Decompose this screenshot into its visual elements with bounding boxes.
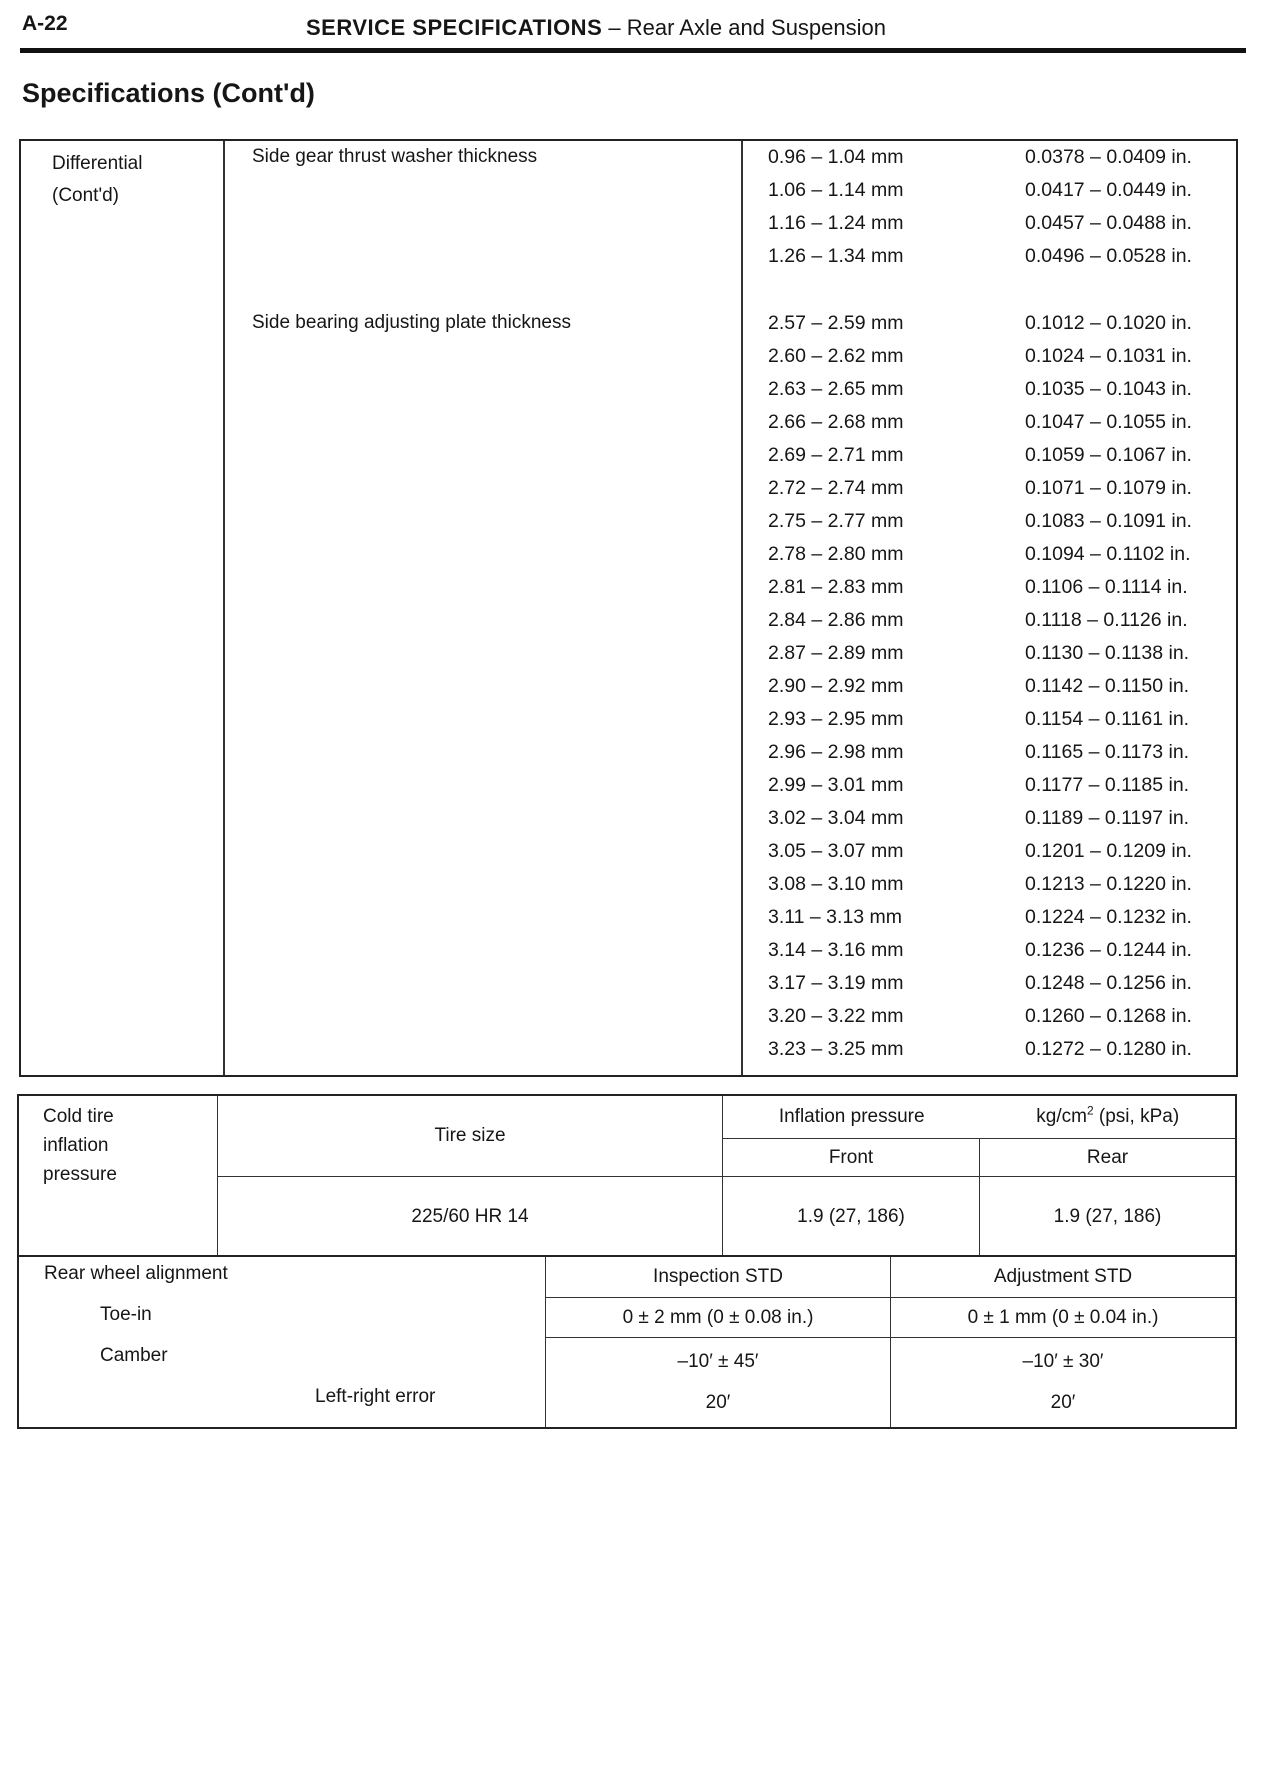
- tire-category-cell: [19, 1096, 217, 1256]
- camber-inspection-cell: [545, 1337, 890, 1427]
- mm-range: 2.87 – 2.89 mm: [768, 642, 904, 664]
- mm-range: 3.17 – 3.19 mm: [768, 972, 904, 994]
- page-number: A-22: [22, 12, 68, 35]
- camber-adjustment-cell: [890, 1337, 1235, 1427]
- inch-range: 0.1224 – 0.1232 in.: [1025, 906, 1192, 928]
- rear-wheel-alignment-table: [17, 1255, 1237, 1429]
- mm-range: 3.14 – 3.16 mm: [768, 939, 904, 961]
- left-right-error-label: Left-right error: [315, 1386, 436, 1407]
- inch-range: 0.1024 – 0.1031 in.: [1025, 345, 1192, 367]
- inch-range: 0.1165 – 0.1173 in.: [1025, 741, 1190, 763]
- mm-range: 3.23 – 3.25 mm: [768, 1038, 904, 1060]
- tire-size-header: Tire size: [217, 1096, 722, 1176]
- inch-range: 0.1272 – 0.1280 in.: [1025, 1038, 1192, 1060]
- category-cell: [52, 148, 142, 212]
- left-right-adjustment-value: 20′: [1050, 1391, 1076, 1413]
- inch-range: 0.1130 – 0.1138 in.: [1025, 642, 1190, 664]
- tire-pressure-table: [17, 1094, 1237, 1256]
- mm-range: 1.16 – 1.24 mm: [768, 212, 904, 234]
- tire-size-value: 225/60 HR 14: [217, 1176, 722, 1256]
- inspection-std-header: Inspection STD: [545, 1257, 890, 1297]
- header-title-bold: SERVICE SPECIFICATIONS: [306, 15, 603, 40]
- mm-range: 2.60 – 2.62 mm: [768, 345, 904, 367]
- inch-range: 0.0417 – 0.0449 in.: [1025, 179, 1192, 201]
- item-label-thrust-washer: Side gear thrust washer thickness: [252, 146, 538, 167]
- inch-range: 0.1118 – 0.1126 in.: [1025, 609, 1188, 631]
- inch-range: 0.0378 – 0.0409 in.: [1025, 146, 1192, 168]
- inch-range: 0.1012 – 0.1020 in.: [1025, 312, 1192, 334]
- unit-sup: 2: [1086, 1103, 1094, 1118]
- adjustment-std-header: Adjustment STD: [890, 1257, 1235, 1297]
- inflation-pressure-label: Inflation pressure: [778, 1106, 925, 1127]
- mm-range: 2.96 – 2.98 mm: [768, 741, 904, 763]
- inch-range: 0.1236 – 0.1244 in.: [1025, 939, 1192, 961]
- inch-range: 0.1035 – 0.1043 in.: [1025, 378, 1192, 400]
- mm-range: 2.81 – 2.83 mm: [768, 576, 904, 598]
- inch-range: 0.1201 – 0.1209 in.: [1025, 840, 1192, 862]
- inch-range: 0.1059 – 0.1067 in.: [1025, 444, 1192, 466]
- inch-range: 0.1083 – 0.1091 in.: [1025, 510, 1192, 532]
- toe-in-inspection-value: 0 ± 2 mm (0 ± 0.08 in.): [545, 1297, 890, 1337]
- mm-range: 1.26 – 1.34 mm: [768, 245, 904, 267]
- mm-range: 3.02 – 3.04 mm: [768, 807, 904, 829]
- rear-pressure-value: 1.9 (27, 186): [979, 1176, 1235, 1256]
- column-divider: [741, 141, 743, 1075]
- mm-range: 2.78 – 2.80 mm: [768, 543, 904, 565]
- inch-range: 0.0457 – 0.0488 in.: [1025, 212, 1192, 234]
- inch-range: 0.1047 – 0.1055 in.: [1025, 411, 1192, 433]
- front-pressure-value: 1.9 (27, 186): [722, 1176, 979, 1256]
- section-title: Specifications (Cont'd): [22, 78, 315, 108]
- inch-range: 0.0496 – 0.0528 in.: [1025, 245, 1192, 267]
- header-rule: [20, 48, 1246, 53]
- mm-range: 1.06 – 1.14 mm: [768, 179, 904, 201]
- mm-range: 2.69 – 2.71 mm: [768, 444, 904, 466]
- tire-category-line: pressure: [43, 1164, 117, 1185]
- toe-in-adjustment-value: 0 ± 1 mm (0 ± 0.04 in.): [890, 1297, 1235, 1337]
- mm-range: 3.08 – 3.10 mm: [768, 873, 904, 895]
- unit-rest: (psi, kPa): [1093, 1106, 1180, 1127]
- mm-range: 0.96 – 1.04 mm: [768, 146, 904, 168]
- mm-range: 3.20 – 3.22 mm: [768, 1005, 904, 1027]
- mm-range: 3.05 – 3.07 mm: [768, 840, 904, 862]
- mm-range: 2.84 – 2.86 mm: [768, 609, 904, 631]
- inch-range: 0.1106 – 0.1114 in.: [1025, 576, 1188, 598]
- camber-label: Camber: [100, 1345, 168, 1366]
- mm-range: 2.75 – 2.77 mm: [768, 510, 904, 532]
- inflation-pressure-header: [722, 1096, 1235, 1138]
- inch-range: 0.1260 – 0.1268 in.: [1025, 1005, 1192, 1027]
- alignment-title: Rear wheel alignment: [44, 1263, 228, 1284]
- column-divider: [223, 141, 225, 1075]
- category-label-cont: (Cont'd): [52, 185, 119, 206]
- inch-range: 0.1213 – 0.1220 in.: [1025, 873, 1192, 895]
- camber-inspection-value: –10′ ± 45′: [677, 1351, 759, 1373]
- category-label: Differential: [52, 153, 143, 174]
- front-header: Front: [722, 1138, 979, 1176]
- inch-range: 0.1094 – 0.1102 in.: [1025, 543, 1191, 565]
- mm-range: 2.66 – 2.68 mm: [768, 411, 904, 433]
- inch-range: 0.1071 – 0.1079 in.: [1025, 477, 1192, 499]
- mm-range: 2.72 – 2.74 mm: [768, 477, 904, 499]
- inch-range: 0.1177 – 0.1185 in.: [1025, 774, 1190, 796]
- mm-range: 2.99 – 3.01 mm: [768, 774, 904, 796]
- mm-range: 2.90 – 2.92 mm: [768, 675, 904, 697]
- header-title: [306, 15, 886, 41]
- tire-category-line: inflation: [43, 1135, 109, 1156]
- inch-range: 0.1248 – 0.1256 in.: [1025, 972, 1192, 994]
- inch-range: 0.1142 – 0.1150 in.: [1025, 675, 1190, 697]
- unit-base: kg/cm: [1036, 1106, 1087, 1127]
- item-label-adjusting-plate: Side bearing adjusting plate thickness: [252, 312, 571, 333]
- mm-range: 2.63 – 2.65 mm: [768, 378, 904, 400]
- inch-range: 0.1154 – 0.1161 in.: [1025, 708, 1190, 730]
- camber-adjustment-value: –10′ ± 30′: [1022, 1351, 1104, 1373]
- mm-range: 2.93 – 2.95 mm: [768, 708, 904, 730]
- inflation-pressure-unit: [1036, 1103, 1180, 1128]
- tire-category-line: Cold tire: [43, 1106, 114, 1127]
- differential-spec-table: [19, 139, 1238, 1077]
- left-right-inspection-value: 20′: [705, 1391, 731, 1413]
- mm-range: 3.11 – 3.13 mm: [768, 906, 903, 928]
- mm-range: 2.57 – 2.59 mm: [768, 312, 904, 334]
- rear-header: Rear: [979, 1138, 1235, 1176]
- header-title-rest: – Rear Axle and Suspension: [602, 15, 886, 40]
- inch-range: 0.1189 – 0.1197 in.: [1025, 807, 1190, 829]
- toe-in-label: Toe-in: [100, 1304, 152, 1325]
